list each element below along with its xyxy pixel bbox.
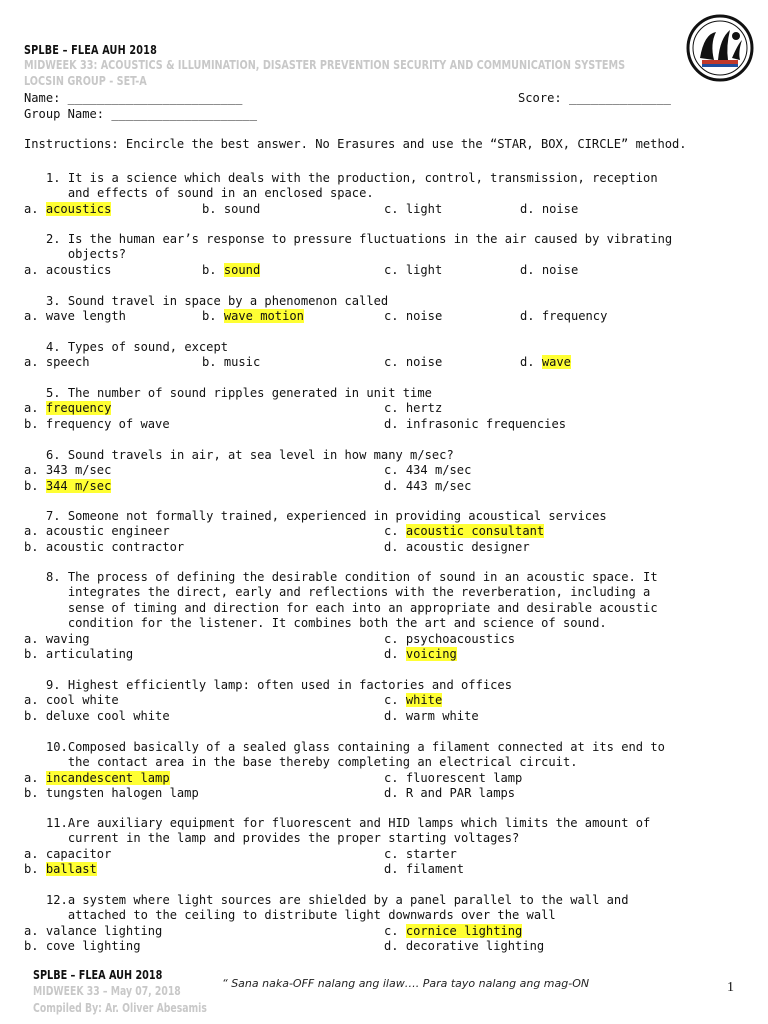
option-label: d. acoustic designer [384, 539, 530, 554]
answer-option [24, 309, 126, 324]
option-label: b. sound [202, 201, 261, 216]
option-label: d. noise [520, 262, 579, 277]
option-label: a. acoustic engineer [24, 524, 170, 539]
answer-option [24, 693, 119, 708]
document-header [24, 42, 684, 89]
option-label: a. capacitor [24, 846, 112, 861]
option-label: c. noise [384, 355, 443, 370]
answer-option [24, 786, 199, 801]
option-label: a. waving [24, 631, 90, 646]
option-label: b. [24, 862, 46, 877]
answer-option [384, 771, 522, 786]
option-label: d. filament [384, 862, 465, 877]
answer-option [520, 263, 578, 278]
option-label: a. [24, 401, 46, 416]
option-label: b. [24, 478, 46, 493]
option-label: b. [202, 262, 224, 277]
correct-answer-highlight: white [405, 693, 443, 708]
page-number: 1 [727, 980, 734, 995]
answer-option [384, 862, 464, 877]
answer-option [24, 862, 97, 877]
correct-answer-highlight: wave motion [223, 309, 304, 324]
answer-option [384, 479, 471, 494]
answer-option [24, 202, 111, 217]
answer-option [24, 417, 170, 432]
question-stem: 12.a system where light sources are shielded by a panel parallel to the wall and attached to the ceiling to distribute light downwards over the wall [46, 893, 629, 923]
option-label: b. cove lighting [24, 939, 141, 954]
answer-option [384, 693, 442, 708]
answer-option [384, 924, 522, 939]
option-label: c. noise [384, 309, 443, 324]
option-label: d. 443 m/sec [384, 478, 472, 493]
answer-option [24, 632, 90, 647]
answer-option [384, 847, 457, 862]
answer-option [384, 401, 442, 416]
answer-option [384, 355, 442, 370]
option-label: a. 343 m/sec [24, 463, 112, 478]
question-stem: 8. The process of defining the desirable condition of sound in an acoustic space. It integrates the direct, early and reflections with the reverberation, including a sense of timing and direction for each into an appropriate and desirable acoustic condition for the listener. It combines both the art and science of sound. [46, 570, 658, 631]
question-stem: 3. Sound travel in space by a phenomenon called [46, 294, 389, 308]
option-label: d. R and PAR lamps [384, 786, 516, 801]
option-label: c. hertz [384, 401, 443, 416]
flea-logo-icon [686, 14, 754, 82]
option-label: a. acoustics [24, 262, 112, 277]
answer-option [24, 479, 111, 494]
answer-option [520, 202, 578, 217]
answer-option [24, 463, 111, 478]
footer-title: SPLBE – FLEA AUH 2018 [33, 967, 163, 982]
answer-option [24, 847, 111, 862]
option-label: c. [384, 693, 406, 708]
answer-option [384, 524, 544, 539]
question-stem: 1. It is a science which deals with the production, control, transmission, reception and effects of sound in an enclosed space. [46, 171, 658, 201]
option-label: c. [384, 923, 406, 938]
correct-answer-highlight: wave [541, 355, 571, 370]
option-label: c. starter [384, 846, 457, 861]
answer-option [24, 939, 141, 954]
correct-answer-highlight: acoustic consultant [405, 524, 545, 539]
question-stem: 4. Types of sound, except [46, 340, 229, 354]
answer-option [384, 786, 515, 801]
answer-option [202, 263, 260, 278]
answer-option [384, 309, 442, 324]
question-stem: 5. The number of sound ripples generated in unit time [46, 386, 432, 400]
option-label: c. [384, 524, 406, 539]
score-field: Score: ______________ [518, 91, 671, 105]
option-label: b. [202, 309, 224, 324]
option-label: c. light [384, 201, 443, 216]
option-label: a. wave length [24, 309, 126, 324]
answer-option [384, 647, 457, 662]
answer-option [24, 524, 170, 539]
question-stem: 6. Sound travels in air, at sea level in how many m/sec? [46, 448, 454, 462]
question-stem: 10.Composed basically of a sealed glass containing a filament connected at its end to the contact area in the base thereby completing an electrical circuit. [46, 740, 665, 770]
answer-option [202, 309, 304, 324]
answer-option [202, 202, 260, 217]
footer-credits [33, 966, 235, 1017]
option-label: b. deluxe cool white [24, 708, 170, 723]
correct-answer-highlight: incandescent lamp [45, 770, 170, 785]
correct-answer-highlight: acoustics [45, 201, 112, 216]
option-label: d. noise [520, 201, 579, 216]
correct-answer-highlight: ballast [45, 862, 97, 877]
question-stem: 9. Highest efficiently lamp: often used in factories and offices [46, 678, 512, 692]
correct-answer-highlight: 344 m/sec [45, 478, 112, 493]
correct-answer-highlight: sound [223, 262, 261, 277]
answer-option [384, 263, 442, 278]
option-label: d. decorative lighting [384, 939, 545, 954]
answer-option [384, 632, 515, 647]
answer-option [24, 771, 170, 786]
option-label: c. fluorescent lamp [384, 770, 523, 785]
correct-answer-highlight: frequency [45, 401, 112, 416]
option-label: d. [384, 647, 406, 661]
question-stem: 7. Someone not formally trained, experienced in providing acoustical services [46, 509, 607, 523]
option-label: a. cool white [24, 693, 119, 708]
option-label: c. light [384, 262, 443, 277]
option-label: d. frequency [520, 309, 608, 324]
group-name-field: Group Name: ____________________ [24, 107, 257, 121]
option-label: b. tungsten halogen lamp [24, 786, 199, 801]
option-label: a. [24, 201, 46, 216]
answer-option [202, 355, 260, 370]
option-label: a. valance lighting [24, 923, 163, 938]
correct-answer-highlight: voicing [405, 647, 457, 661]
option-label: d. infrasonic frequencies [384, 416, 567, 431]
option-label: b. acoustic contractor [24, 539, 185, 554]
option-label: a. speech [24, 355, 90, 370]
option-label: a. [24, 770, 46, 785]
header-title: SPLBE – FLEA AUH 2018 [24, 42, 157, 57]
answer-option [24, 540, 184, 555]
answer-option [384, 202, 442, 217]
answer-option [384, 709, 479, 724]
answer-option [24, 647, 133, 662]
answer-option [384, 540, 530, 555]
answer-option [384, 463, 471, 478]
question-stem: 11.Are auxiliary equipment for fluorescent and HID lamps which limits the amount of current in the lamp and provides the proper starting voltages? [46, 816, 651, 846]
answer-option [24, 355, 90, 370]
footer-date: MIDWEEK 33 – May 07, 2018 [33, 984, 181, 998]
answer-option [24, 263, 111, 278]
option-label: b. music [202, 355, 261, 370]
answer-option [24, 924, 162, 939]
header-subtitle: MIDWEEK 33: ACOUSTICS & ILLUMINATION, DISASTER PREVENTION SECURITY AND COMMUNICATION SYSTEMS [24, 57, 626, 72]
instructions: Instructions: Encircle the best answer. No Erasures and use the “STAR, BOX, CIRCLE” method. [24, 137, 687, 151]
option-label: b. articulating [24, 647, 134, 661]
footer-quote: “ Sana naka-OFF nalang ang ilaw…. Para tayo nalang ang mag-ON [222, 977, 590, 990]
answer-option [24, 401, 111, 416]
question-stem: 2. Is the human ear’s response to pressure fluctuations in the air caused by vibrating objects? [46, 232, 673, 262]
answer-option [384, 939, 544, 954]
name-field: Name: ________________________ [24, 91, 243, 105]
answer-option [520, 309, 607, 324]
correct-answer-highlight: cornice lighting [405, 923, 523, 938]
answer-option [384, 417, 566, 432]
footer-compiler: Compiled By: Ar. Oliver Abesamis [33, 1001, 207, 1015]
option-label: d. warm white [384, 708, 479, 723]
option-label: c. 434 m/sec [384, 463, 472, 478]
option-label: c. psychoacoustics [384, 631, 516, 646]
header-set: LOCSIN GROUP - SET-A [24, 73, 147, 88]
option-label: d. [520, 355, 542, 370]
option-label: b. frequency of wave [24, 416, 170, 431]
answer-option [24, 709, 170, 724]
answer-option [520, 355, 571, 370]
